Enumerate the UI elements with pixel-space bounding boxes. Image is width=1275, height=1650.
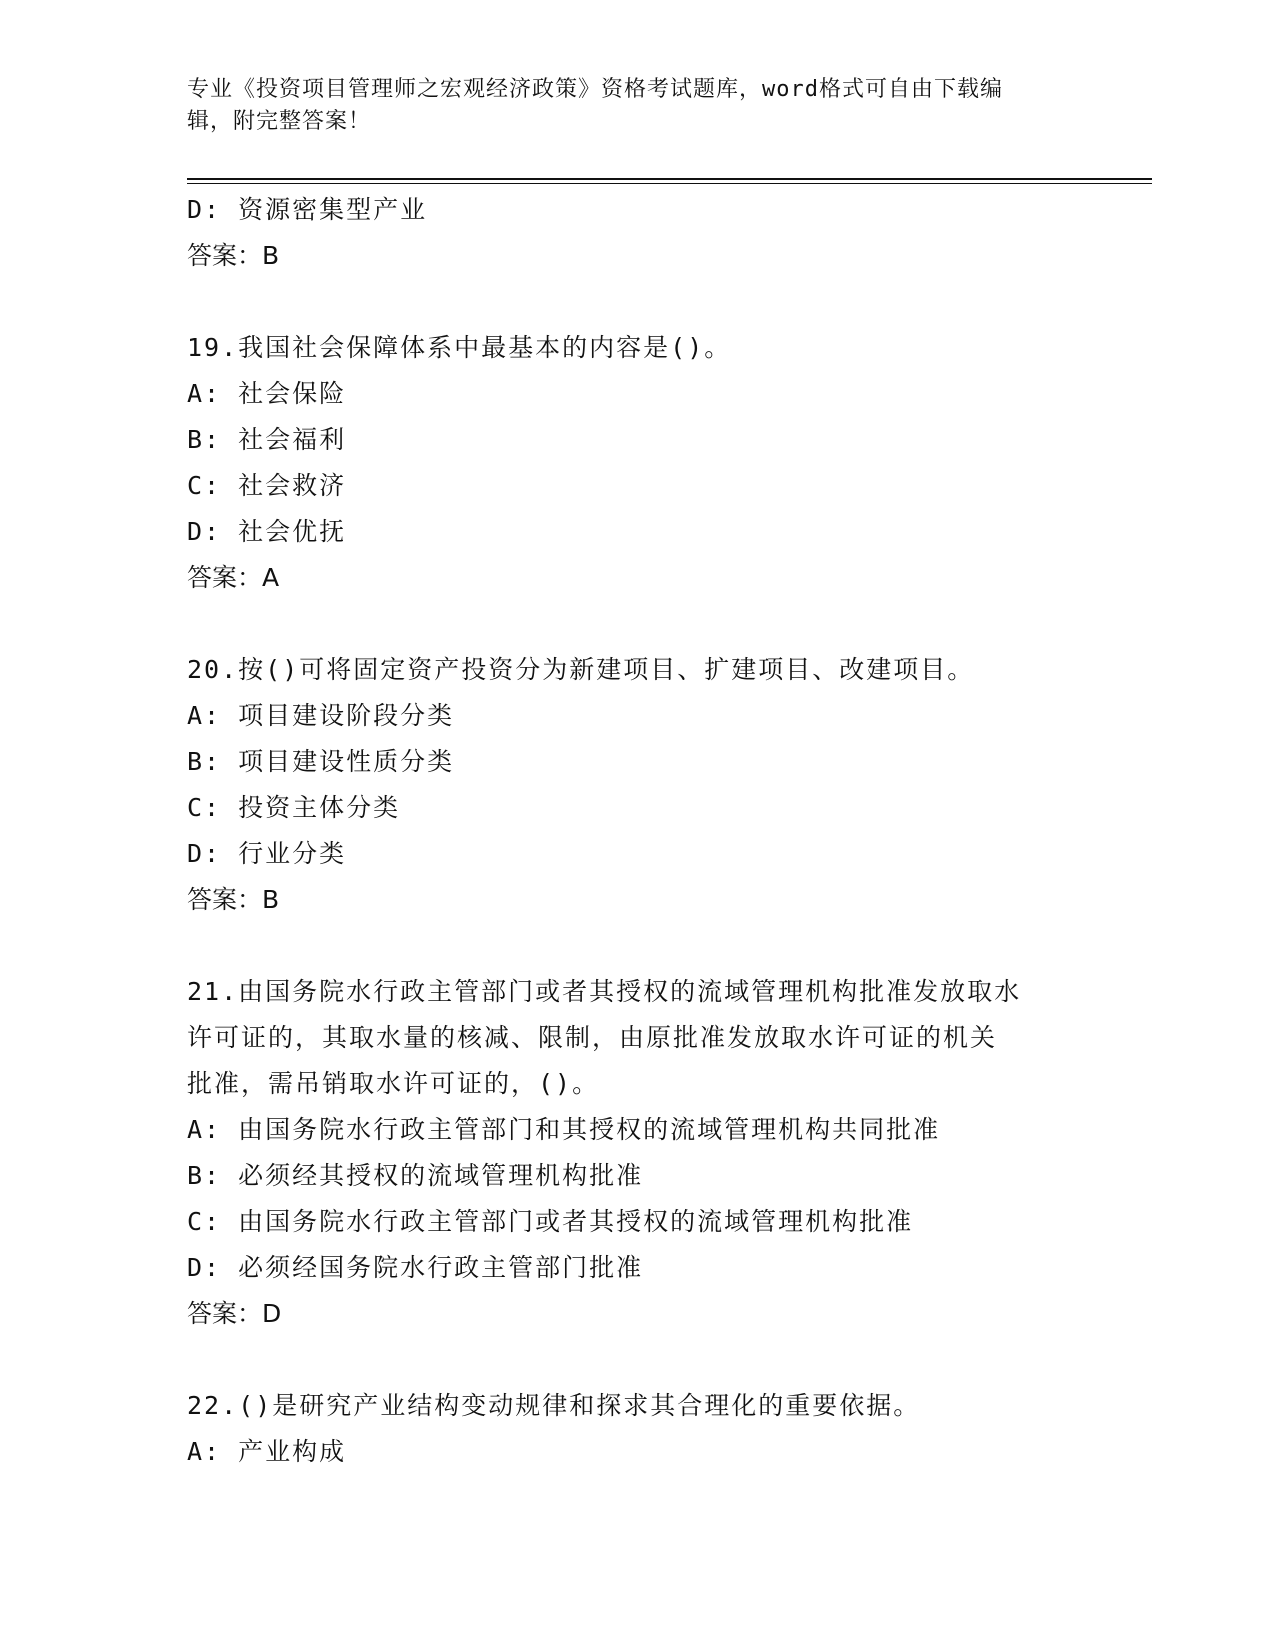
option-c: C: 由国务院水行政主管部门或者其授权的流域管理机构批准 bbox=[187, 1207, 914, 1236]
carryover-block bbox=[187, 187, 1087, 279]
question-20 bbox=[187, 647, 1087, 923]
option-c: C: 社会救济 bbox=[187, 471, 347, 500]
question-stem-line-3: 批准，需吊销取水许可证的，()。 bbox=[187, 1069, 600, 1098]
question-19 bbox=[187, 325, 1087, 601]
question-content bbox=[187, 187, 1087, 1475]
option-b: B: 必须经其授权的流域管理机构批准 bbox=[187, 1161, 644, 1190]
question-22 bbox=[187, 1383, 1087, 1475]
option-a: A: 产业构成 bbox=[187, 1437, 347, 1466]
option-d: D: 行业分类 bbox=[187, 839, 347, 868]
option-d: D: 必须经国务院水行政主管部门批准 bbox=[187, 1253, 644, 1282]
option-b: B: 社会福利 bbox=[187, 425, 347, 454]
question-stem-line-1: 21.由国务院水行政主管部门或者其授权的流域管理机构批准发放取水 bbox=[187, 977, 1022, 1006]
option-c: C: 投资主体分类 bbox=[187, 793, 401, 822]
question-stem: 19.我国社会保障体系中最基本的内容是()。 bbox=[187, 333, 732, 362]
answer-line: 答案：B bbox=[187, 241, 280, 270]
header-divider-thick bbox=[187, 178, 1152, 180]
option-a: A: 项目建设阶段分类 bbox=[187, 701, 455, 730]
option-d: D: 社会优抚 bbox=[187, 517, 347, 546]
option-a: A: 由国务院水行政主管部门和其授权的流域管理机构共同批准 bbox=[187, 1115, 941, 1144]
answer-line: 答案：A bbox=[187, 563, 280, 592]
question-stem-line-2: 许可证的，其取水量的核减、限制，由原批准发放取水许可证的机关 bbox=[187, 1023, 998, 1052]
option-d: D: 资源密集型产业 bbox=[187, 195, 428, 224]
header-divider-thin bbox=[187, 183, 1152, 184]
question-21 bbox=[187, 969, 1087, 1337]
answer-line: 答案：B bbox=[187, 885, 280, 914]
header-line-1: 专业《投资项目管理师之宏观经济政策》资格考试题库，word格式可自由下载编 bbox=[187, 77, 1003, 102]
option-a: A: 社会保险 bbox=[187, 379, 347, 408]
header-line-2: 辑，附完整答案！ bbox=[187, 109, 372, 134]
question-stem: 22.()是研究产业结构变动规律和探求其合理化的重要依据。 bbox=[187, 1391, 921, 1420]
option-b: B: 项目建设性质分类 bbox=[187, 747, 455, 776]
page-header bbox=[187, 74, 1077, 138]
question-stem: 20.按()可将固定资产投资分为新建项目、扩建项目、改建项目。 bbox=[187, 655, 975, 684]
answer-line: 答案：D bbox=[187, 1299, 282, 1328]
